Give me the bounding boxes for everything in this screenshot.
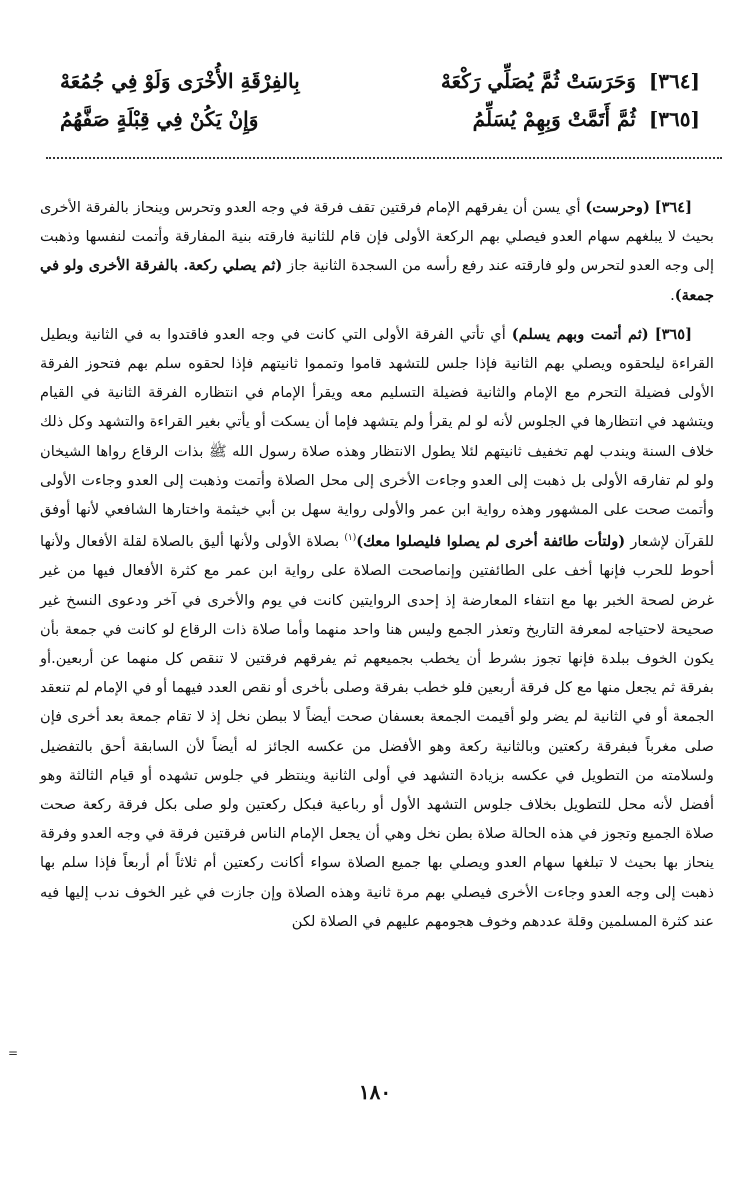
quoted-lemma: (ثم يصلي ركعة. بالفرقة الأخرى ولو في جمعة): [40, 257, 714, 304]
verse-line: [60, 100, 700, 138]
paragraph-number: [٣٦٥]: [654, 325, 693, 343]
quoted-lemma: (وحرست): [585, 199, 650, 216]
quoted-lemma: (ثم أتمت وبهم يسلم): [511, 325, 649, 343]
verse-first-hemistich: [441, 62, 700, 100]
continuation-mark: =: [8, 1046, 19, 1060]
commentary-text: أي يسن أن يفرقهم الإمام فرقتين تقف فرقة في وجه العدو وتحرس وينحاز بالفرقة الأخرى بحيث لا يبلغهم سهام العدو فيصلي بهم الركعة الأولى فإن قام للثانية فارقته بنية المفارقة وأتمت لنفسها وذهبت إلى وجه العدو لتحرس ولو فارقته عند رفع رأسه من السجدة الثانية جاز: [40, 199, 714, 275]
verse-block: [60, 62, 700, 138]
verse-text: ثُمَّ أَتَمَّتْ وَبِهِمْ يُسَلِّمُ: [472, 107, 636, 131]
commentary-body: [40, 193, 714, 936]
commentary-text: أي تأتي الفرقة الأولى التي كانت في وجه العدو فاقتدوا به في الثانية ويطيل القراءة ليلحقوه ويصلي بهم الثانية فإذا جلس للتشهد قاموا وتمموا ثانيتهم فإذا لحقوه سلم بهم فتحوز الفرقة الأولى فضيلة التحرم مع الإمام والثانية فضيلة التسليم معه ويقرأ الإمام في انتظاره الفرقة الثانية في القيام ويتشهد في انتظارها في الجلوس لأنه لو لم يقرأ ولم يتشهد فإما أن يسكت أو يأتي بغير القراءة والتشهد وكل ذلك خلاف السنة ويندب لهم تخفيف ثانيتهم لئلا يطول الانتظار وهذه صلاة رسول الله ﷺ بذات الرقاع رواها الشيخان ولو لم تفارقه الأولى بل ذهبت إلى العدو وجاءت الأخرى إلى محل الصلاة وأتمت وذهبت إلى العدو وجاءت الأولى وأتمت صحت على المشهور وهذه رواية ابن عمر والأولى رواية سهل بن أبي خيثمة واختارها الشافعي لأنها أوفق للقرآن لإشعار: [40, 325, 715, 551]
commentary-text: بصلاة الأولى ولأنها أليق بالصلاة لقلة الأفعال ولأنها أحوط للحرب فإنها أخف على الطائفتين وإنماصحت الصلاة على رواية ابن عمر مع كثرة الأفعال فيها من غير غرض لصحة الخبر بها مع انتفاء المعارضة إذ إحدى الروايتين كانت في يوم والأخرى في آخر ودعوى النسخ غير صحيحة لاحتياجه لمعرفة التاريخ وتعذر الجمع وليس هنا واحد منهما وأما صلاة ذات الرقاع لو كانت في جمعة بأن يكون الخوف ببلدة فإنها تجوز بشرط أن يخطب بجميعهم ثم يفرقهم فرقتين لا تنقص كل منهما عن أربعين.أو بفرقة ثم يجعل منها مع كل فرقة أربعين فلو خطب بفرقة وصلى بأخرى أو نقص العدد فيهما أو في الإمام لم تنعقد الجمعة أو في الثانية لم يضر ولو أقيمت الجمعة بعسفان صحت أيضاً لا ببطن نخل إذ لا تقام جمعة بعد أخرى فإن صلى مغرباً فبفرقة ركعتين وبالثانية ركعة وهو الأفضل من عكسه الجائز له أيضاً لأن السابقة أحق بالتفضيل ولسلامته من التطويل في عكسه بزيادة التشهد في أولى الثانية وينتظر في جلوس تشهده أو قيام الثالثة وهو أفضل لأنه محل للتطويل بخلاف جلوس التشهد الأول أو رباعية فبكل ركعتين ولو صلى بكل فرقة ركعة صحت صلاة الجميع وتجوز في هذه الحالة صلاة بطن نخل وهي أن يجعل الإمام الناس فرقتين فرقة في وجه العدو وفرقة ينحاز بها بحيث لا تبلغها سهام العدو ويصلي بها جميع الصلاة سواء أكانت ركعتين أم ثلاثاً أم أربعاً فإذا سلم بها ذهبت إلى وجه العدو وجاءت الأخرى فيصلي بهم مرة ثانية وهذه الصلاة وإن جازت في غير الخوف ندب إليها فيه عند كثرة المسلمين وقلة عددهم وخوف هجومهم عليهم في الصلاة لكن: [40, 533, 714, 930]
quoted-lemma: (ولتأت طائفة أخرى لم يصلوا فليصلوا معك): [356, 533, 626, 551]
verse-second-hemistich: بِالفِرْقَةِ الأُخْرَى وَلَوْ فِي جُمُعَهْ: [60, 69, 300, 93]
footnote-marker: (١): [344, 533, 357, 544]
commentary-paragraph: [40, 320, 714, 936]
commentary-paragraph: [40, 193, 714, 310]
dotted-divider: [46, 157, 722, 159]
verse-line: [60, 62, 700, 100]
paragraph-number: [٣٦٤]: [654, 199, 692, 216]
commentary-text: .: [670, 286, 675, 304]
verse-number: [٣٦٥]: [648, 107, 700, 131]
verse-first-hemistich: [473, 100, 700, 138]
page-number: ١٨٠: [358, 1080, 392, 1104]
verse-text: وَحَرَسَتْ ثُمَّ يُصَلِّي رَكْعَهْ: [440, 69, 636, 93]
verse-number: [٣٦٤]: [648, 69, 700, 93]
verse-second-hemistich: وَإِنْ يَكُنْ فِي قِبْلَةٍ صَفَّهُمُ: [60, 107, 259, 131]
